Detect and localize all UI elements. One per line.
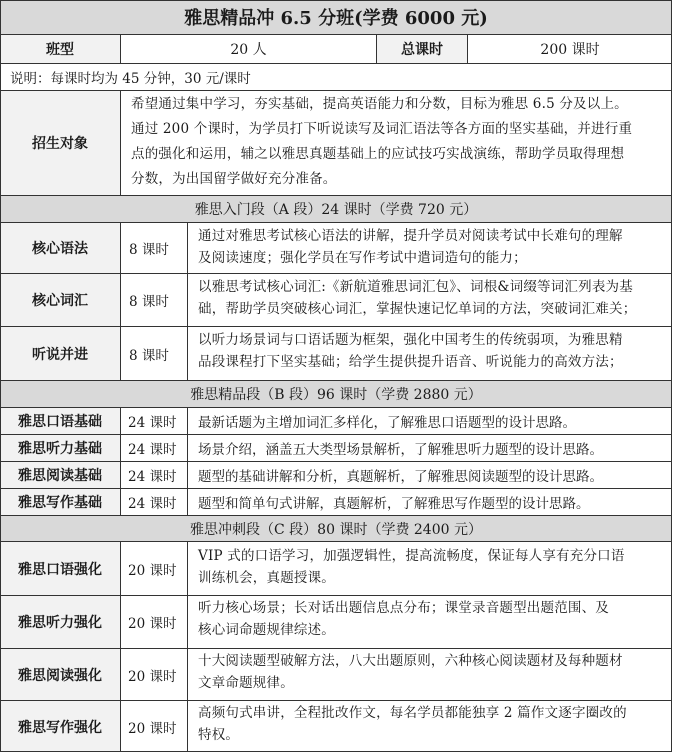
total-hours-value: 200 课时 — [467, 35, 672, 63]
course-description-line: 特权。 — [198, 727, 240, 743]
course-description — [187, 649, 672, 700]
stage-a-heading: 雅思入门段（A 段）24 课时（学费 720 元） — [0, 196, 672, 222]
course-description — [187, 327, 672, 380]
course-name: 雅思写作基础 — [0, 489, 120, 515]
table-title: 雅思精品冲 6.5 分班(学费 6000 元) — [184, 8, 488, 29]
enrollment-line: 分数，为出国留学做好充分准备。 — [131, 171, 337, 187]
enrollment-line: 通过 200 个课时，为学员打下听说读写及词汇语法等各方面的坚实基础，并进行重 — [131, 121, 633, 137]
course-description-line: 高频句式串讲，全程批改作文，每名学员都能独享 2 篇作文逐字圈改的 — [198, 705, 627, 721]
table-row — [0, 327, 672, 380]
table-row — [0, 408, 672, 434]
course-hours: 8 课时 — [120, 327, 187, 380]
course-hours: 20 课时 — [120, 596, 187, 648]
course-hours: 24 课时 — [120, 408, 187, 434]
course-name: 核心语法 — [0, 223, 120, 273]
stage-c-heading: 雅思冲刺段（C 段）80 课时（学费 2400 元） — [0, 516, 672, 541]
course-description: 题型和简单句式讲解，真题解析，了解雅思写作题型的设计思路。 — [187, 489, 672, 515]
note-row — [0, 64, 672, 90]
table-row — [0, 542, 672, 595]
enrollment-label: 招生对象 — [0, 91, 120, 195]
course-name: 雅思写作强化 — [0, 701, 120, 752]
enrollment-line: 希望通过集中学习，夯实基础，提高英语能力和分数，目标为雅思 6.5 分及以上。 — [131, 96, 628, 112]
course-name: 核心词汇 — [0, 274, 120, 326]
course-description-line: VIP 式的口语学习，加强逻辑性，提高流畅度，保证每人享有充分口语 — [198, 548, 625, 564]
course-description — [187, 274, 672, 326]
course-name: 雅思听力强化 — [0, 596, 120, 648]
table-row — [0, 489, 672, 515]
course-hours: 24 课时 — [120, 489, 187, 515]
course-description — [187, 542, 672, 595]
stage-b-heading: 雅思精品段（B 段）96 课时（学费 2880 元） — [0, 381, 672, 407]
table-title-row — [0, 0, 672, 34]
table-row — [0, 701, 672, 752]
course-name: 雅思阅读基础 — [0, 462, 120, 488]
header-row — [0, 35, 672, 63]
course-description-line: 以雅思考试核心词汇:《新航道雅思词汇包》、词根&词缀等词汇列表为基 — [198, 279, 633, 295]
enrollment-row — [0, 91, 672, 195]
course-name: 听说并进 — [0, 327, 120, 380]
table-row — [0, 435, 672, 461]
class-type-label: 班型 — [0, 35, 120, 63]
course-description: 场景介绍，涵盖五大类型场景解析，了解雅思听力题型的设计思路。 — [187, 435, 672, 461]
pricing-note: 说明：每课时均为 45 分钟，30 元/课时 — [10, 71, 251, 87]
course-name: 雅思口语基础 — [0, 408, 120, 434]
course-description-line: 文章命题规律。 — [198, 675, 294, 691]
course-description-line: 听力核心场景；长对话出题信息点分布；课堂录音题型出题范围、及 — [198, 600, 609, 616]
course-description — [187, 701, 672, 752]
course-description-line: 品段课程打下坚实基础；给学生提供提升语音、听说能力的高效方法； — [198, 354, 623, 370]
course-description — [187, 223, 672, 273]
course-description-line: 础，帮助学员突破核心词汇，掌握快速记忆单词的方法，突破词汇难关； — [198, 301, 637, 317]
course-description-line: 通过对雅思考试核心语法的讲解，提升学员对阅读考试中长难句的理解 — [198, 228, 623, 244]
course-name: 雅思听力基础 — [0, 435, 120, 461]
course-hours: 8 课时 — [120, 223, 187, 273]
table-row — [0, 223, 672, 273]
course-hours: 8 课时 — [120, 274, 187, 326]
course-description: 题型的基础讲解和分析，真题解析，了解雅思阅读题型的设计思路。 — [187, 462, 672, 488]
class-size-value: 20 人 — [120, 35, 376, 63]
course-description-line: 以听力场景词与口语话题为框架，强化中国考生的传统弱项，为雅思精 — [198, 332, 623, 348]
total-hours-label: 总课时 — [376, 35, 467, 63]
course-name: 雅思口语强化 — [0, 542, 120, 595]
table-row — [0, 649, 672, 700]
course-description: 最新话题为主增加词汇多样化，了解雅思口语题型的设计思路。 — [187, 408, 672, 434]
table-row — [0, 462, 672, 488]
course-hours: 24 课时 — [120, 435, 187, 461]
course-description-line: 及阅读速度；强化学员在写作考试中遣词造句的能力； — [198, 250, 527, 266]
course-description-line: 十大阅读题型破解方法，八大出题原则，六种核心阅读题材及每种题材 — [198, 653, 623, 669]
course-description-line: 核心词命题规律综述。 — [198, 622, 335, 638]
enrollment-line: 点的强化和运用，辅之以雅思真题基础上的应试技巧实战演练，帮助学员取得理想 — [131, 146, 625, 162]
course-name: 雅思阅读强化 — [0, 649, 120, 700]
course-hours: 20 课时 — [120, 542, 187, 595]
course-hours: 20 课时 — [120, 701, 187, 752]
course-hours: 24 课时 — [120, 462, 187, 488]
course-hours: 20 课时 — [120, 649, 187, 700]
table-row — [0, 596, 672, 648]
course-description-line: 训练机会，真题授课。 — [198, 570, 335, 586]
enrollment-text — [120, 91, 672, 195]
course-description — [187, 596, 672, 648]
table-row — [0, 274, 672, 326]
